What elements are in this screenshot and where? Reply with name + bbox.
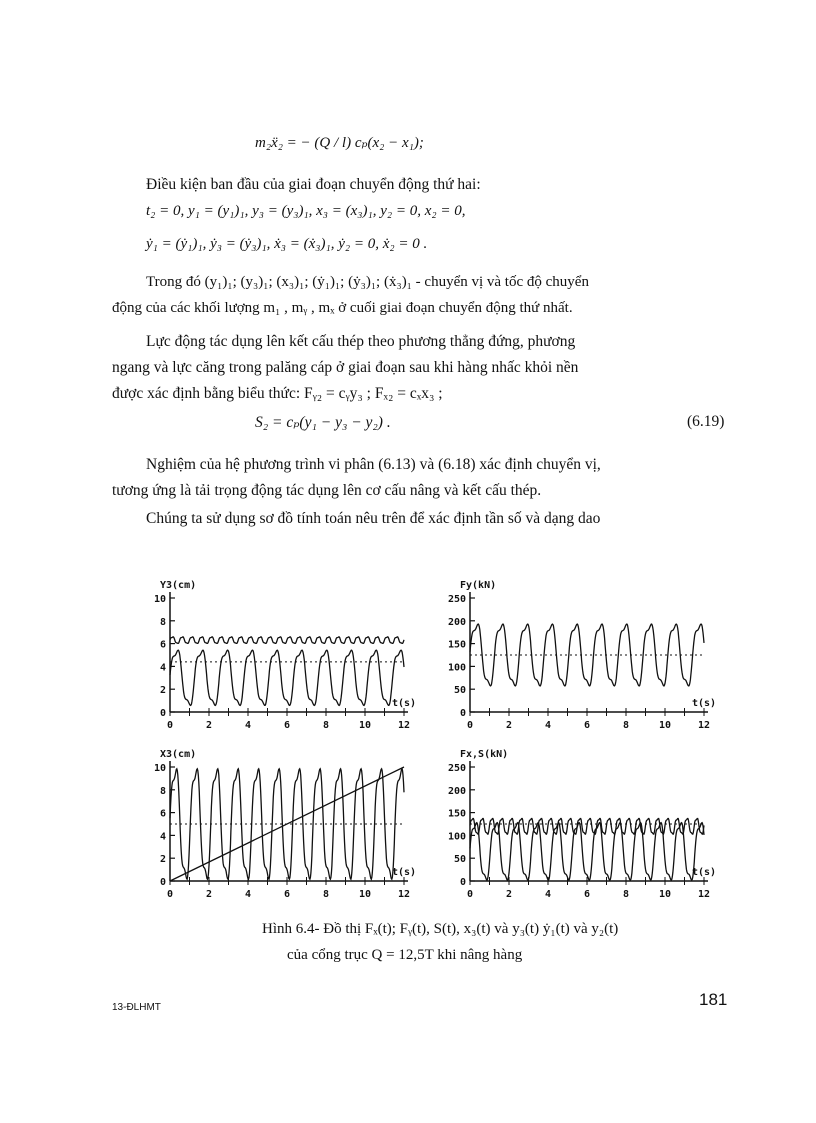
y-tick-label: 150 bbox=[447, 639, 466, 651]
x-tick-label: 10 bbox=[658, 889, 672, 900]
footer-code: 13-ĐLHMT bbox=[112, 1002, 161, 1013]
y-tick-label: 250 bbox=[447, 594, 466, 605]
force-line-2: ngang và lực căng trong palăng cáp ở giai đoạn sau khi hàng nhấc khỏi nền bbox=[112, 359, 579, 376]
x-tick-label: 0 bbox=[466, 720, 474, 731]
x-tick-label: 2 bbox=[505, 720, 513, 731]
y-tick-label: 0 bbox=[159, 877, 166, 888]
x-tick-label: 0 bbox=[166, 720, 174, 731]
y-tick-label: 2 bbox=[159, 685, 166, 697]
y-tick-label: 0 bbox=[159, 708, 166, 719]
chart-fy bbox=[422, 576, 722, 736]
x-tick-label: 8 bbox=[322, 889, 330, 900]
solution-line-2: tương ứng là tải trọng động tác dụng lên cơ cấu nâng và kết cấu thép. bbox=[112, 482, 542, 499]
conditions-line-2: ẏ₁ = (ẏ₁)₁, ẏ₃ = (ẏ₃)₁, ẋ₃ = (ẋ₃)₁, ẏ₂ = 0, ẋ₂ = 0 . bbox=[146, 236, 428, 252]
x-axis-label: t(s) bbox=[392, 698, 417, 709]
y-tick-label: 6 bbox=[159, 639, 166, 651]
conditions-line-1: t₂ = 0, y₁ = (y₁)₁, y₃ = (y₃)₁, x₃ = (x₃)₁, y₂ = 0, x₂ = 0, bbox=[146, 203, 466, 219]
conditions-intro: Điều kiện ban đầu của giai đoạn chuyển động thứ hai: bbox=[146, 176, 481, 193]
y-tick-label: 100 bbox=[447, 831, 466, 843]
y-tick-label: 250 bbox=[447, 763, 466, 774]
force-line-1: Lực động tác dụng lên kết cấu thép theo phương thẳng đứng, phương bbox=[146, 333, 576, 350]
x-tick-label: 4 bbox=[544, 889, 552, 900]
y-tick-label: 8 bbox=[159, 785, 166, 797]
y-tick-label: 150 bbox=[447, 808, 466, 820]
y-tick-label: 0 bbox=[459, 708, 466, 719]
x-tick-label: 12 bbox=[697, 889, 711, 900]
x-tick-label: 2 bbox=[205, 889, 213, 900]
x-tick-label: 4 bbox=[244, 889, 252, 900]
x-tick-label: 12 bbox=[697, 720, 711, 731]
x-tick-label: 10 bbox=[358, 720, 372, 731]
equation-s2: S₂ = cₚ(y₁ − y₃ − y₂) . bbox=[255, 414, 391, 431]
x-tick-label: 0 bbox=[466, 889, 474, 900]
x-axis-label: t(s) bbox=[692, 867, 717, 878]
chart-x3 bbox=[122, 745, 422, 905]
series-curve bbox=[170, 650, 404, 705]
y-tick-label: 50 bbox=[453, 854, 466, 866]
x-axis-label: t(s) bbox=[692, 698, 717, 709]
x-tick-label: 10 bbox=[658, 720, 672, 731]
y-tick-label: 10 bbox=[153, 594, 166, 605]
y-tick-label: 10 bbox=[153, 763, 166, 774]
page-number: 181 bbox=[699, 990, 728, 1009]
chart-title: Y3(cm) bbox=[160, 580, 197, 591]
y-tick-label: 4 bbox=[159, 831, 166, 843]
x-tick-label: 12 bbox=[397, 720, 411, 731]
x-axis-label: t(s) bbox=[392, 867, 417, 878]
equation-number: (6.19) bbox=[687, 413, 725, 430]
x-tick-label: 0 bbox=[166, 889, 174, 900]
y-tick-label: 0 bbox=[459, 877, 466, 888]
force-line-3: được xác định bằng biểu thức: Fᵧ₂ = cᵧy₃ ; Fₓ₂ = cₓx₃ ; bbox=[112, 385, 443, 402]
chart-y3 bbox=[122, 576, 422, 736]
x-tick-label: 8 bbox=[622, 889, 630, 900]
usage-line: Chúng ta sử dụng sơ đồ tính toán nêu trên để xác định tần số và dạng dao bbox=[146, 510, 601, 527]
y-tick-label: 2 bbox=[159, 854, 166, 866]
figure-caption-line-1: Hình 6.4- Đồ thị Fₓ(t); Fᵧ(t), S(t), x₃(t) và y₃(t) ẏ₁(t) và y₂(t) bbox=[262, 921, 619, 937]
x-tick-label: 4 bbox=[544, 720, 552, 731]
chart-title: X3(cm) bbox=[160, 749, 197, 760]
x-tick-label: 6 bbox=[283, 889, 291, 900]
y-tick-label: 100 bbox=[447, 662, 466, 674]
where-line-1: Trong đó (y₁)₁; (y₃)₁; (x₃)₁; (ẏ₁)₁; (ẏ₃)₁; (ẋ₃)₁ - chuyển vị và tốc độ chuyển bbox=[146, 274, 589, 290]
x-tick-label: 6 bbox=[283, 720, 291, 731]
y-tick-label: 6 bbox=[159, 808, 166, 820]
x-tick-label: 6 bbox=[583, 720, 591, 731]
chart-title: Fy(kN) bbox=[460, 580, 497, 591]
y-tick-label: 50 bbox=[453, 685, 466, 697]
equation-m2: m₂ẍ₂ = − (Q / l) cₚ(x₂ − x₁); bbox=[255, 135, 424, 151]
y-tick-label: 8 bbox=[159, 616, 166, 628]
x-tick-label: 2 bbox=[205, 720, 213, 731]
chart-fx-s bbox=[422, 745, 722, 905]
y-tick-label: 200 bbox=[447, 785, 466, 797]
y-tick-label: 4 bbox=[159, 662, 166, 674]
series-curve bbox=[170, 637, 404, 644]
series-curve bbox=[470, 819, 704, 835]
x-tick-label: 12 bbox=[397, 889, 411, 900]
x-tick-label: 8 bbox=[622, 720, 630, 731]
x-tick-label: 4 bbox=[244, 720, 252, 731]
x-tick-label: 8 bbox=[322, 720, 330, 731]
figure-caption-line-2: của cổng trục Q = 12,5T khi nâng hàng bbox=[287, 947, 523, 963]
x-tick-label: 2 bbox=[505, 889, 513, 900]
x-tick-label: 6 bbox=[583, 889, 591, 900]
x-tick-label: 10 bbox=[358, 889, 372, 900]
where-line-2: động của các khối lượng m₁ , mᵧ , mₓ ở cuối giai đoạn chuyển động thứ nhất. bbox=[112, 300, 573, 316]
chart-title: Fx,S(kN) bbox=[460, 749, 509, 760]
y-tick-label: 200 bbox=[447, 616, 466, 628]
solution-line-1: Nghiệm của hệ phương trình vi phân (6.13) và (6.18) xác định chuyển vị, bbox=[146, 456, 601, 473]
